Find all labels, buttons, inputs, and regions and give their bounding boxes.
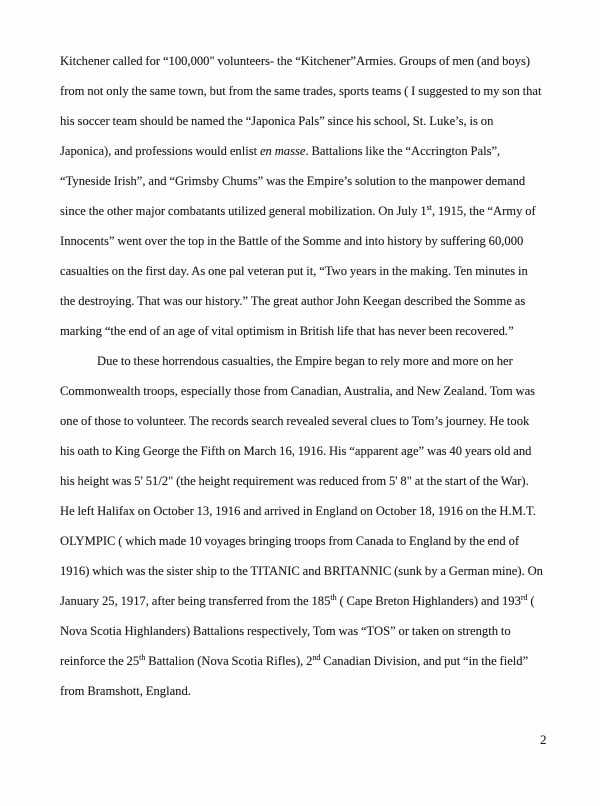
text-segment: OLYMPIC ( which made 10 voyages bringing troops from Canada to England by the end of [60, 534, 520, 548]
text-segment: ( Cape Breton Highlanders) and 193 [336, 594, 521, 608]
text-segment: his soccer team should be named the “Japonica Pals” since his school, St. Luke’s, is on [60, 114, 494, 128]
text-segment: “Tyneside Irish”, and “Grimsby Chums” was the Empire’s solution to the manpower demand [60, 174, 526, 188]
text-line [60, 346, 560, 376]
text-line [60, 586, 560, 616]
text-line [60, 316, 560, 346]
text-segment: rd [520, 592, 528, 602]
text-segment: Canadian Division, and put “in the field” [320, 654, 529, 668]
text-segment: Commonwealth troops, especially those from Canadian, Australia, and New Zealand. Tom was [60, 384, 536, 398]
text-segment: from Bramshott, England. [60, 684, 191, 698]
text-segment: Innocents” went over the top in the Battle of the Somme and into history by suffering 60,000 [60, 234, 524, 248]
text-segment: January 25, 1917, after being transferred from the 185 [60, 594, 331, 608]
text-segment: reinforce the 25 [60, 654, 140, 668]
text-segment: since the other major combatants utilized general mobilization. On July 1 [60, 204, 427, 218]
text-segment: the destroying. That was our history.” The great author John Keegan described the Somme as [60, 294, 526, 308]
text-line [60, 526, 560, 556]
text-segment: marking “the end of an age of vital optimism in British life that has never been recovered.” [60, 324, 514, 338]
text-segment: 1916) which was the sister ship to the TITANIC and BRITANNIC (sunk by a German mine). On [60, 564, 543, 578]
text-line [60, 436, 560, 466]
text-segment: nd [312, 652, 321, 662]
text-line [60, 76, 560, 106]
text-segment: Japonica), and professions would enlist [60, 144, 260, 158]
text-segment: . Battalions like the “Accrington Pals”, [305, 144, 501, 158]
text-line [60, 136, 560, 166]
text-line [60, 106, 560, 136]
text-segment: Due to these horrendous casualties, the Empire began to rely more and more on her [97, 354, 513, 368]
text-line [60, 46, 560, 76]
document-body [60, 46, 560, 706]
text-segment: his oath to King George the Fifth on March 16, 1916. His “apparent age” was 40 years old and [60, 444, 532, 458]
text-line [60, 286, 560, 316]
text-line [60, 496, 560, 526]
text-segment: , 1915, the “Army of [432, 204, 536, 218]
text-line [60, 376, 560, 406]
text-segment: Nova Scotia Highlanders) Battalions respectively, Tom was “TOS” or taken on strength to [60, 624, 511, 638]
text-segment: st [426, 202, 433, 212]
text-line [60, 466, 560, 496]
text-line [60, 406, 560, 436]
text-line [60, 196, 560, 226]
page-number: 2 [540, 732, 547, 747]
text-segment: He left Halifax on October 13, 1916 and arrived in England on October 18, 1916 on the H.M.T. [60, 504, 536, 518]
text-line [60, 166, 560, 196]
text-segment: his height was 5' 51/2" (the height requirement was reduced from 5' 8" at the start of the War). [60, 474, 529, 488]
text-segment: one of those to volunteer. The records search revealed several clues to Tom’s journey. He took [60, 414, 530, 428]
text-line [60, 556, 560, 586]
text-segment: casualties on the first day. As one pal veteran put it, “Two years in the making. Ten minutes in [60, 264, 528, 278]
text-line [60, 256, 560, 286]
text-line [60, 646, 560, 676]
text-segment: ( [527, 594, 535, 608]
text-segment: th [330, 592, 337, 602]
text-segment: en masse [259, 144, 306, 158]
text-line [60, 226, 560, 256]
text-line [60, 676, 560, 706]
text-segment: Battalion (Nova Scotia Rifles), 2 [145, 654, 313, 668]
text-line [60, 616, 560, 646]
text-segment: th [139, 652, 146, 662]
text-segment: Kitchener called for “100,000" volunteers- the “Kitchener”Armies. Groups of men (and boys) [60, 54, 531, 68]
text-segment: from not only the same town, but from the same trades, sports teams ( I suggested to my son that [60, 84, 542, 98]
